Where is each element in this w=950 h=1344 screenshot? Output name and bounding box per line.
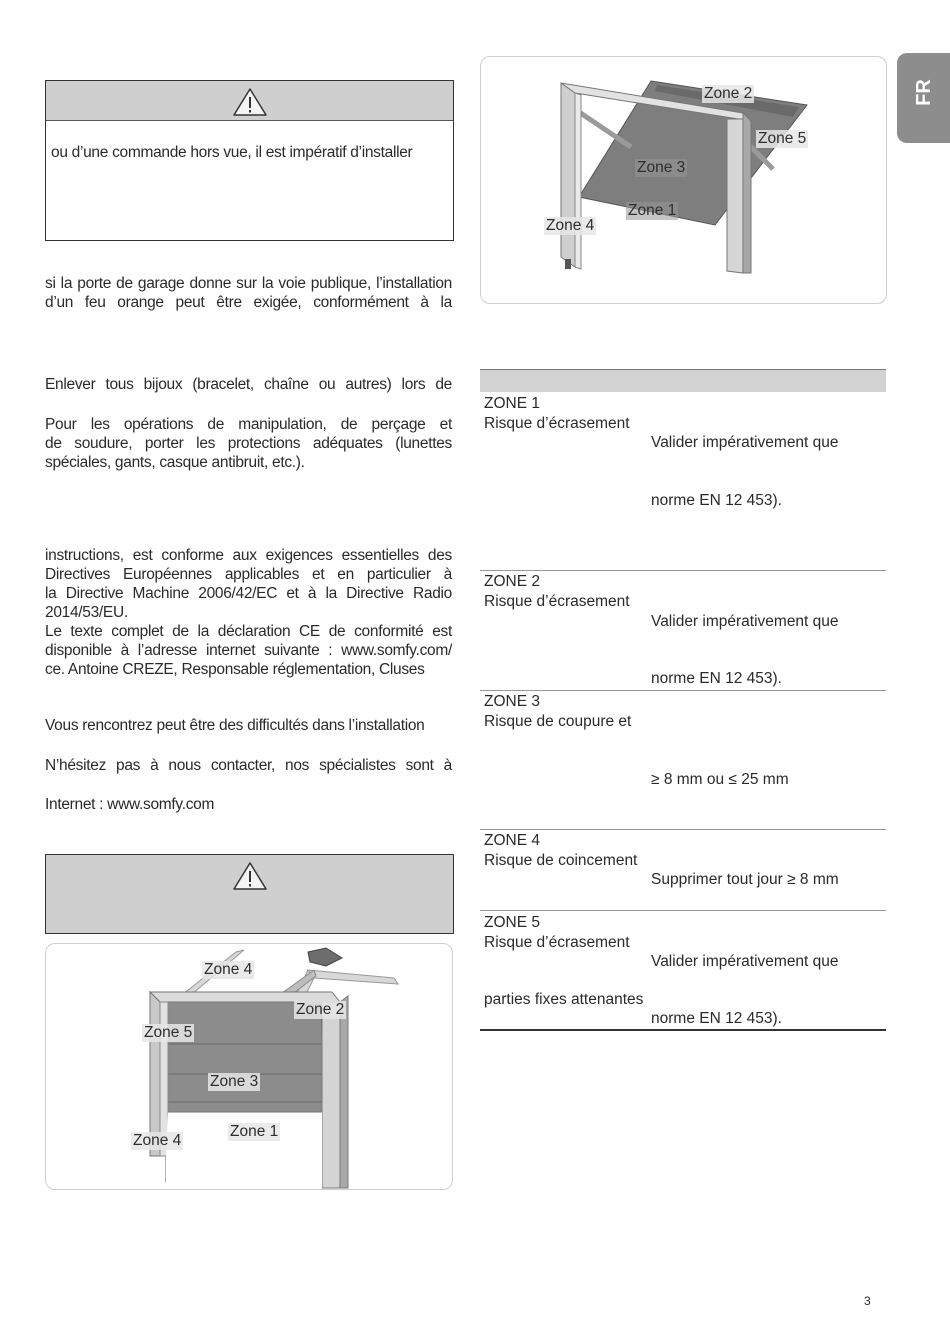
tilting-door-illustration (481, 57, 886, 303)
zone-label: Zone 3 (637, 159, 686, 176)
zone-divider (480, 570, 886, 571)
warning-header (46, 81, 453, 121)
zone-label: Zone 3 (210, 1073, 259, 1090)
zone-risk: Risque d’écrasement (484, 415, 630, 432)
figure-tilting-door (480, 56, 887, 304)
zone-risk: Risque de coupure et (484, 713, 632, 730)
text-line: spéciales, gants, casque antibruit, etc.). (45, 454, 305, 471)
zone-action: Valider impérativement que (651, 613, 839, 630)
text-line: si la porte de garage donne sur la voie publique, l’installation (45, 275, 452, 292)
text-line: ce. Antoine CREZE, Responsable réglementation, Cluses (45, 661, 425, 678)
text-line: d’un feu orange peut être exigée, conformément à la (45, 294, 452, 311)
paragraph-protection (45, 415, 452, 472)
zone-divider (480, 690, 886, 691)
zone-note: parties fixes attenantes (484, 991, 644, 1008)
text-line: Le texte complet de la déclaration CE de conformité est (45, 623, 452, 640)
warning-text: ou d’une commande hors vue, il est impératif d’installer (51, 144, 413, 161)
language-tab-label: FR (912, 79, 935, 106)
zone-action: norme EN 12 453). (651, 492, 782, 509)
warning-triangle-icon (232, 861, 268, 891)
text-line: la Directive Machine 2006/42/EC et à la Directive Radio (45, 585, 452, 602)
text-line: instructions, est conforme aux exigences essentielles des (45, 547, 452, 564)
paragraph-public-road (45, 274, 452, 312)
zone-action: norme EN 12 453). (651, 670, 782, 687)
zone-action: Valider impérativement que (651, 434, 839, 451)
zones-table-bottom-rule (480, 1029, 886, 1031)
paragraph-jewelry: Enlever tous bijoux (bracelet, chaîne ou autres) lors de (45, 376, 452, 393)
zone-title: ZONE 1 (484, 395, 540, 412)
zone-title: ZONE 4 (484, 832, 540, 849)
zone-label: Zone 1 (628, 202, 677, 219)
zone-title: ZONE 3 (484, 693, 540, 710)
zone-title: ZONE 5 (484, 914, 540, 931)
zone-action: norme EN 12 453). (651, 1010, 782, 1027)
sectional-door-illustration (46, 944, 452, 1189)
zone-action: ≥ 8 mm ou ≤ 25 mm (651, 771, 789, 788)
zone-risk: Risque d’écrasement (484, 593, 630, 610)
page-number: 3 (864, 1294, 871, 1308)
paragraph-difficulties: Vous rencontrez peut être des difficultés dans l’installation (45, 717, 425, 734)
zone-risk: Risque de coincement (484, 852, 638, 869)
zone-label: Zone 2 (296, 1001, 345, 1018)
warning-triangle-icon (232, 87, 268, 117)
zone-label: Zone 4 (133, 1132, 182, 1149)
language-tab (897, 53, 950, 143)
zone-label: Zone 4 (204, 961, 253, 978)
paragraph-conformity (45, 546, 452, 679)
text-line: 2014/53/EU. (45, 604, 128, 621)
zone-label: Zone 2 (704, 85, 753, 102)
figure-sectional-door (45, 943, 453, 1190)
zone-divider (480, 910, 886, 911)
zone-label: Zone 4 (546, 217, 595, 234)
zone-title: ZONE 2 (484, 573, 540, 590)
zone-label: Zone 5 (144, 1024, 193, 1041)
text-line: Directives Européennes applicables et en particulier à (45, 566, 452, 583)
text-line: de soudure, porter les protections adéquates (lunettes (45, 435, 452, 452)
zone-action: Supprimer tout jour ≥ 8 mm (651, 871, 839, 888)
zone-label: Zone 1 (230, 1123, 279, 1140)
warning-box-1 (45, 80, 454, 241)
zones-table-header (480, 369, 886, 392)
zone-action: Valider impérativement que (651, 953, 839, 970)
text-line: Pour les opérations de manipulation, de perçage et (45, 416, 452, 433)
zone-label: Zone 5 (758, 130, 807, 147)
paragraph-website: Internet : www.somfy.com (45, 796, 215, 813)
zone-risk: Risque d’écrasement (484, 934, 630, 951)
zone-divider (480, 829, 886, 830)
warning-box-2 (45, 854, 454, 934)
text-line: disponible à l’adresse internet suivante : www.somfy.com/ (45, 642, 452, 659)
paragraph-contact: N’hésitez pas à nous contacter, nos spécialistes sont à (45, 757, 452, 774)
